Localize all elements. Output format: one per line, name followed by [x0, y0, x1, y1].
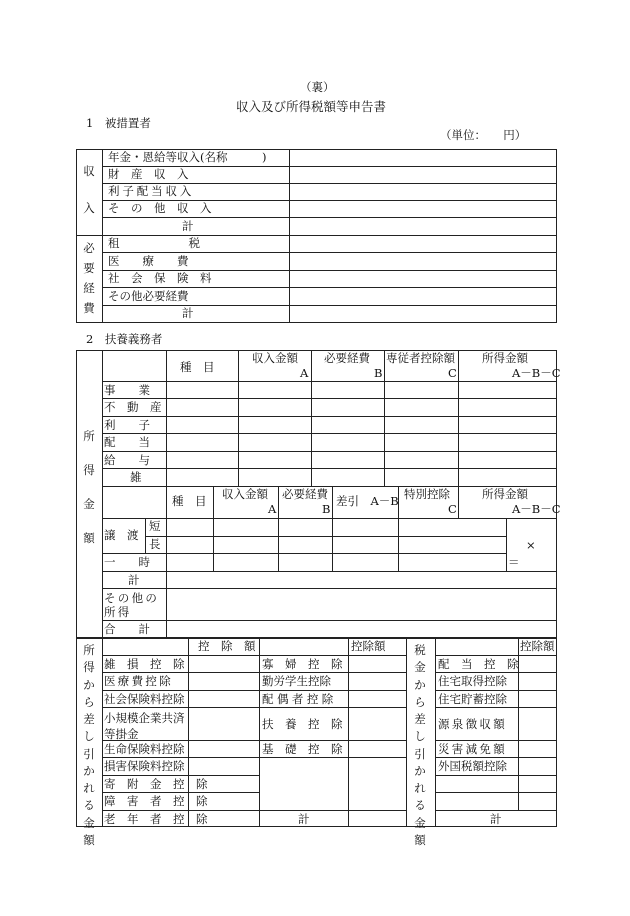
s2-sub2-c: C: [448, 502, 457, 516]
deductions-header: 控 除 額: [198, 639, 256, 653]
s2-sub2-a: A: [268, 502, 277, 516]
s2-sub-c: C: [448, 366, 457, 380]
s2-col-amount: 所得金額: [482, 351, 528, 365]
deduction-right: 住宅貯蓄控除: [438, 692, 507, 706]
deduction-mid: 基 礎 控 除: [262, 742, 343, 756]
deduction-left: 損害保険料控除: [104, 759, 185, 773]
deduction-right: 外国税額控除: [438, 759, 507, 773]
s1-expense-row: 医 療 費: [108, 254, 189, 268]
s2-col2-income: 収入金額: [222, 487, 268, 501]
deduction-left: 生命保険料控除: [104, 742, 185, 756]
s2-row: 給 与: [104, 453, 150, 467]
s2-sub-b: B: [374, 366, 383, 380]
deduction-right: 災害減免額: [438, 742, 507, 756]
s2-col2-diff: 差引 A－B: [336, 494, 399, 508]
deductions-group2-label: 税金から差し引かれる金額: [414, 643, 426, 847]
s2-short: 短: [149, 519, 161, 533]
s2-row: 雑: [130, 470, 142, 484]
s1-income-row: そ の 他 収 入: [108, 201, 212, 215]
s2-col-income: 収入金額: [252, 351, 298, 365]
s1-income-row: 利子配当収入: [108, 184, 195, 198]
deduction-mid: 寡 婦 控 除: [262, 657, 343, 671]
s2-income-group-label: 所得金額: [83, 429, 95, 545]
deduction-mid: 扶 養 控 除: [262, 717, 343, 731]
deduction-left: 小規模企業共済等掛金: [104, 711, 185, 741]
section1-heading: 1 被措置者: [86, 116, 151, 130]
times-symbol: ×: [526, 538, 536, 552]
s2-col-type: 種 目: [180, 360, 215, 374]
unit-label: （単位： 円）: [440, 128, 527, 142]
s2-col2-special: 特別控除: [404, 487, 450, 501]
deduction-left: 老 年 者 控 除: [104, 812, 208, 826]
s2-col-exclusive: 専従者控除額: [386, 351, 455, 365]
deductions-col3-header: 控除額: [520, 639, 555, 653]
s1-expense-total: 計: [182, 306, 194, 320]
deductions-total: 計: [298, 812, 310, 826]
s2-col2-amount: 所得金額: [482, 487, 528, 501]
s2-row: 利 子: [104, 418, 150, 432]
s2-one-time: 一 時: [104, 555, 150, 569]
section2-heading: 2 扶養義務者: [86, 332, 163, 346]
s1-expense-row: 租 税: [108, 236, 200, 250]
s2-sub2-abc: A－B－C: [512, 502, 561, 516]
s1-income-total: 計: [182, 219, 194, 233]
s2-row: 不 動 産: [104, 400, 162, 414]
s2-col2-expense: 必要経費: [282, 487, 328, 501]
s2-total: 計: [128, 573, 140, 587]
s2-grand-total: 合 計: [104, 622, 150, 636]
deductions-group1-label: 所得から差し引かれる金額: [83, 643, 95, 847]
s2-row: 事 業: [104, 383, 150, 397]
s2-col-expense: 必要経費: [324, 351, 370, 365]
deductions-total2: 計: [490, 812, 502, 826]
s2-transfer: 譲 渡: [104, 528, 139, 542]
page-side-label: （裏）: [300, 80, 335, 94]
s2-sub-a: A: [300, 366, 309, 380]
equals-symbol: ＝: [508, 555, 520, 569]
s1-income-row: 年金・恩給等収入(名称 ): [108, 150, 267, 164]
deductions-col2-header: 控除額: [351, 639, 386, 653]
deduction-right: 源泉徴収額: [438, 717, 507, 731]
s1-income-row: 財 産 収 入: [108, 167, 189, 181]
s1-expense-row: その他必要経費: [108, 289, 189, 303]
deduction-left: 社会保険料控除: [104, 692, 185, 706]
deduction-left: 寄 附 金 控 除: [104, 777, 208, 791]
deduction-right: 配 当 控 除: [438, 657, 519, 671]
s2-sub2-b: B: [322, 502, 331, 516]
s2-col2-type: 種 目: [172, 494, 207, 508]
deduction-left: 障 害 者 控 除: [104, 794, 208, 808]
s2-row: 配 当: [104, 435, 150, 449]
s1-expense-row: 社 会 保 険 料: [108, 271, 212, 285]
s2-other-income: その他の所得: [104, 591, 160, 620]
deduction-mid: 勤労学生控除: [262, 674, 331, 688]
deduction-right: 住宅取得控除: [438, 674, 507, 688]
s2-sub-abc: A－B－C: [512, 366, 561, 380]
expense-group-label: 必要経費: [83, 241, 95, 316]
deduction-left: 雑 損 控 除: [104, 657, 185, 671]
deduction-mid: 配偶者控除: [262, 692, 337, 706]
deduction-left: 医療費控除: [104, 674, 173, 688]
page-title: 収入及び所得税額等申告書: [236, 99, 387, 114]
income-group-label: 収入: [83, 164, 95, 215]
s2-long: 長: [149, 537, 161, 551]
